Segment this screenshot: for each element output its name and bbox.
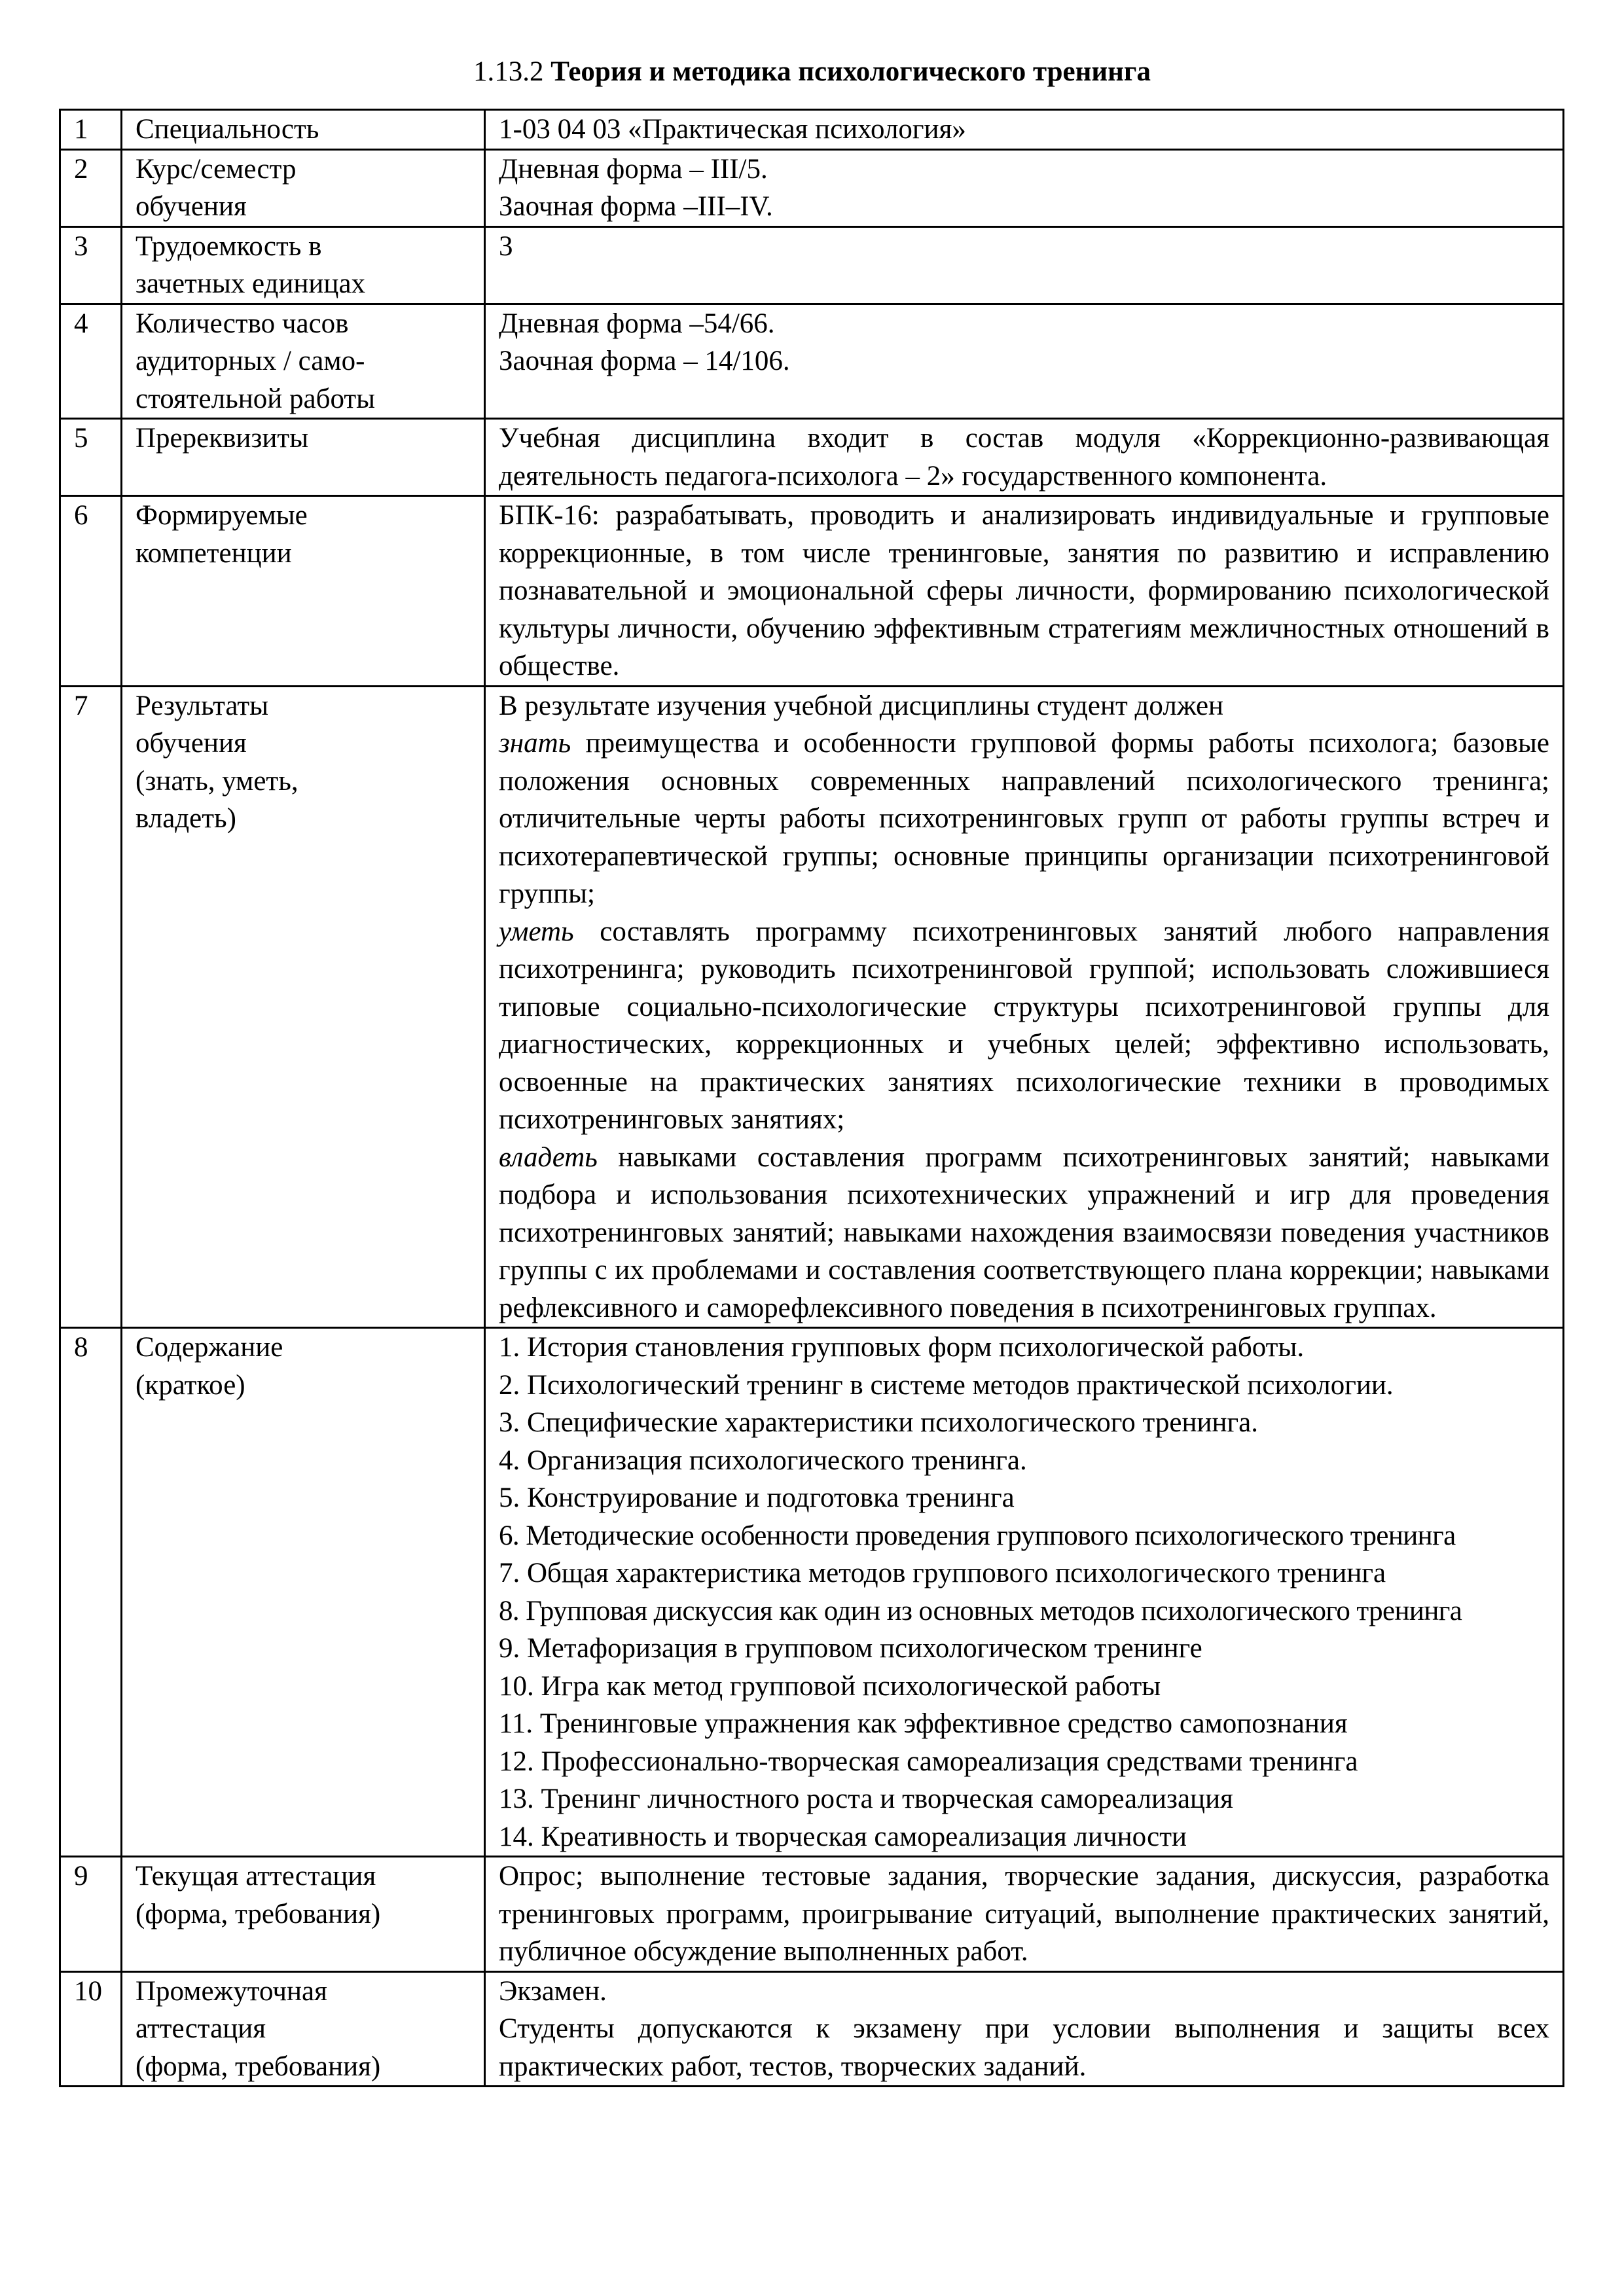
table-row [60,304,1564,419]
content-item: 5. Конструирование и подготовка тренинга [499,1482,1015,1513]
row-label: Курс/семестр обучения [122,149,485,226]
row-value: 1-03 04 03 «Практическая психология» [485,110,1564,150]
row-value: Дневная форма – III/5. Заочная форма –III–IV. [485,149,1564,226]
content-item: 8. Групповая дискуссия как один из основных методов психологического тренинга [499,1595,1462,1626]
row-label: Специальность [122,110,485,150]
content-item: 7. Общая характеристика методов группового психологического тренинга [499,1558,1386,1588]
row-value [485,419,1564,496]
own-keyword: владеть [499,1141,598,1173]
row-label: Текущая аттестация (форма, требования) [122,1857,485,1972]
know-text: преимущества и особенности групповой формы работы психолога; базовые положения основных современных направлений психологического тренинга; отличительные черты работы психотренинговых групп от работы группы встреч и психотерапевтической группы; основные принципы организации психотренинговой группы; [499,728,1549,909]
results-able [499,913,1549,1139]
page-title [0,54,1624,90]
know-keyword: знать [499,728,571,759]
current-assessment-text: Опрос; выполнение тестовые задания, творческие задания, дискуссия, разработка тренинговых программ, проигрывание ситуаций, выполнение практических занятий, публичное обсуждение выполненных работ. [499,1861,1549,1967]
row-number: 9 [60,1857,122,1972]
section-number: 1.13.2 [473,56,544,87]
row-value [485,1857,1564,1972]
content-item: 10. Игра как метод групповой психологической работы [499,1670,1161,1702]
row-label: Пререквизиты [122,419,485,496]
row-label: Трудоемкость в зачетных единицах [122,226,485,304]
row-label: Количество часов аудиторных / само- стоятельной работы [122,304,485,419]
table-row [60,149,1564,226]
table-row [60,1857,1564,1972]
row-label: Формируемые компетенции [122,496,485,687]
table-row [60,110,1564,150]
content-item: 11. Тренинговые упражнения как эффективное средство самопознания [499,1708,1348,1739]
prerequisites-text: Учебная дисциплина входит в состав модуля «Коррекционно-развивающая деятельность педагога-психолога – 2» государственного компонента. [499,423,1549,492]
row-value [485,1971,1564,2087]
results-know [499,725,1549,913]
content-item: 13. Тренинг личностного роста и творческая самореализация [499,1784,1233,1814]
results-intro: В результате изучения учебной дисциплины студент должен [499,690,1224,721]
competence-text: БПК-16: разрабатывать, проводить и анализировать индивидуальные и групповые коррекционные, в том числе тренинговые, занятия по развитию и исправлению познавательной и эмоциональной сферы личности, формированию психологической культуры личности, обучению эффективным стратегиям межличностных отношений в обществе. [499,500,1549,681]
row-label: Результаты обучения (знать, уметь, владеть) [122,686,485,1328]
row-number: 7 [60,686,122,1328]
row-number: 5 [60,419,122,496]
results-own [499,1139,1549,1327]
row-label: Содержание (краткое) [122,1328,485,1857]
table-row [60,1971,1564,2087]
exam-requirements: Студенты допускаются к экзамену при условии выполнения и защиты всех практических работ, тестов, творческих заданий. [499,2013,1549,2082]
row-value: Дневная форма –54/66. Заочная форма – 14/106. [485,304,1564,419]
own-text: навыками составления программ психотренинговых занятий; навыками подбора и использования психотехнических упражнений и игр для проведения психотренинговых занятий; навыками нахождения взаимосвязи поведения участников группы с их проблемами и составления соответствующего плана коррекции; навыками рефлексивного и саморефлексивного поведения в психотренинговых группах. [499,1141,1549,1323]
content-item: 6. Методические особенности проведения группового психологического тренинга [499,1520,1456,1551]
able-keyword: уметь [499,916,574,947]
able-text: составлять программу психотренинговых занятий любого направления психотренинга; руководить психотренинговой группой; использовать сложившиеся типовые социально-психологические структуры психотренинговой группы для диагностических, коррекционных и учебных целей; эффективно использовать, освоенные на практических занятиях психологические техники в проводимых психотренинговых занятиях; [499,916,1549,1135]
content-item: 12. Профессионально-творческая самореализация средствами тренинга [499,1746,1358,1777]
row-value [485,496,1564,687]
discipline-title: Теория и методика психологического тренинга [550,56,1151,87]
row-number: 1 [60,110,122,150]
table-row [60,226,1564,304]
row-value [485,1328,1564,1857]
content-item: 14. Креативность и творческая самореализация личности [499,1821,1187,1852]
row-number: 8 [60,1328,122,1857]
table-row [60,1328,1564,1857]
table-row [60,419,1564,496]
row-number: 6 [60,496,122,687]
row-number: 2 [60,149,122,226]
exam-type: Экзамен. [499,1975,607,2007]
content-item: 9. Метафоризация в групповом психологическом тренинге [499,1633,1202,1664]
content-item: 3. Специфические характеристики психологического тренинга. [499,1407,1258,1438]
row-label: Промежуточная аттестация (форма, требования) [122,1971,485,2087]
row-value: 3 [485,226,1564,304]
row-value [485,686,1564,1328]
row-number: 3 [60,226,122,304]
table-row [60,496,1564,687]
content-item: 2. Психологический тренинг в системе методов практической психологии. [499,1369,1394,1401]
row-number: 10 [60,1971,122,2087]
table-row [60,686,1564,1328]
content-item: 4. Организация психологического тренинга. [499,1444,1027,1476]
content-item: 1. История становления групповых форм психологической работы. [499,1332,1305,1363]
discipline-table [59,109,1564,2087]
row-number: 4 [60,304,122,419]
